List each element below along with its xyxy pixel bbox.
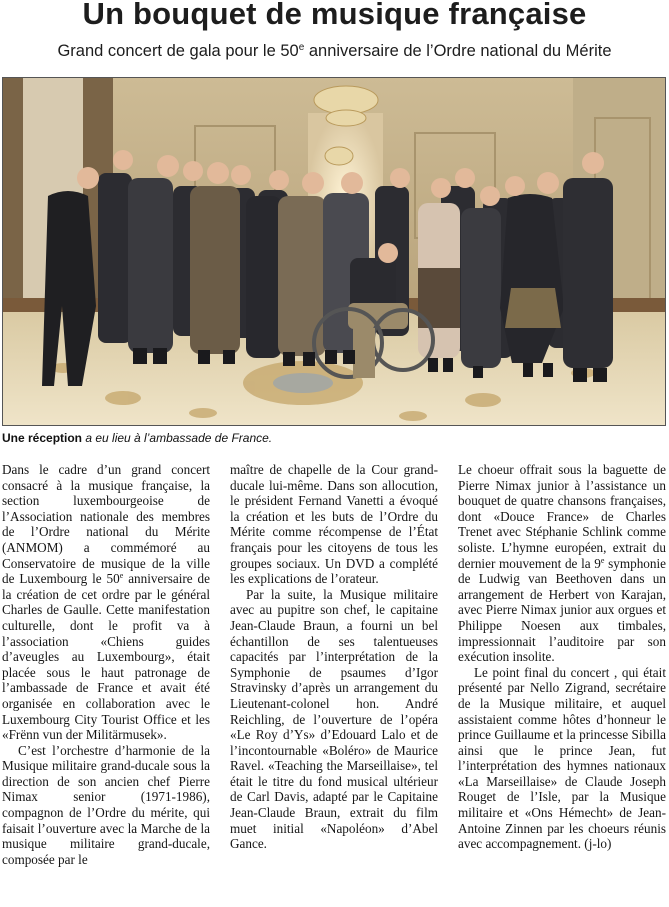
paragraph: Dans le cadre d’un grand concert consacré à la musique française, la section luxembourgeoise de l’Association nationale des membres de l’Ordre national du Mérite (ANMOM) a commémoré au Conservatoire de musique de la ville de Luxembourg le 50e anniversaire de la création de cet ordre par le général Charles de Gaulle. Cette manifestation culturelle, dont le profit va à l’association «Chiens guides d’aveugles au Luxembourg», était placée sous le haut patronage de l’ambassade de France et avait été organisée en collaboration avec le Luxembourg City Tourist Office et les «Frënn vun der Militärmusek».	[2, 462, 210, 743]
paragraph: Par la suite, la Musique militaire avec au pupitre son chef, le capitaine Jean-Claude Braun, a fourni un bel échantillon de ses talentueuses capacités par l’interprétation de la Symphonie de psaumes d’Igor Stravinsky d’après un arrangement du Lieutenant-colonel hon. André Reichling, de l’ouverture de l’opéra «Le Roy d’Ys» d’Edouard Lalo et de l’incontournable «Boléro» de Maurice Ravel. «Teaching the Marseillaise», tel était le titre du fond musical ultérieur de Carl Davis, adapté par le Capitaine Jean-Claude Braun, extrait du film muet initial «Napoléon» d’Abel Gance.	[230, 586, 438, 852]
paragraph: maître de chapelle de la Cour grand-ducale lui-même. Dans son allocution, le président Fernand Vanetti a évoqué la création et les buts de l’Ordre du Mérite comme récompense de l’État français pour les citoyens de tous les groupes sociaux. Un DVD a complété les explications de l’orateur.	[230, 462, 438, 587]
group-photo	[2, 77, 666, 426]
subhead-text-end: anniversaire de l’Ordre national du Mérite	[304, 42, 612, 60]
caption-bold: Une réception	[2, 431, 83, 445]
paragraph: Le choeur offrait sous la baguette de Pierre Nimax junior à l’assistance un bouquet de quatre chansons françaises, dont «Douce France» de Charles Trenet avec Stéphanie Schlink comme soliste. L’hymne européen, extrait du dernier mouvement de la 9e symphonie de Ludwig van Beethoven dans un arrangement de Herbert von Karajan, avec Pierre Nimax junior aux orgues et Philippe Noesen aux timbales, impressionnait l’auditoire par son exécution insolite.	[458, 462, 666, 665]
paragraph: C’est l’orchestre d’harmonie de la Musique militaire grand-ducale sous la direction de son ancien chef Pierre Nimax senior (1971-1986), compagnon de l’Ordre du mérite, qui faisait l’ouverture avec la Marche de la musique militaire grand-ducale, composée par le	[2, 742, 210, 867]
article-column-2	[230, 462, 438, 852]
subhead-text: Grand concert de gala pour le 50	[57, 42, 299, 60]
article-column-1	[2, 462, 210, 867]
caption-italic: a eu lieu à l’ambassade de France.	[82, 431, 273, 445]
subhead-superscript: e	[298, 42, 305, 53]
photo-caption	[2, 430, 666, 446]
subheadline	[0, 40, 669, 62]
paragraph: Le point final du concert , qui était présenté par Nello Zigrand, secrétaire de la Musique militaire, et auquel assistaient comme hôtes d’honneur le prince Guillaume et la princesse Sibilla ainsi que le prince Jean, fut l’interprétation des hymnes nationaux «La Marseillaise» de Claude Joseph Rouget de l’Isle, par la Musique militaire et «Ons Hémecht» de Jean-Antoine Zinnen par les choeurs réunis avec accompagnement. (j-lo)	[458, 664, 666, 852]
headline: Un bouquet de musique française	[82, 0, 587, 31]
article-column-3	[458, 462, 666, 852]
